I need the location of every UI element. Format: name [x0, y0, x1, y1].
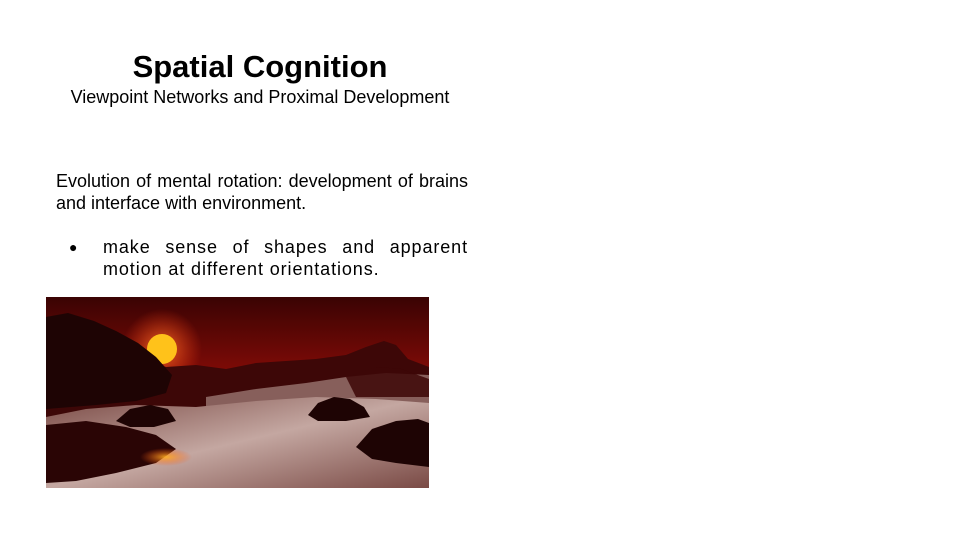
- body-text: [56, 170, 468, 280]
- bullet-item: [56, 236, 468, 280]
- title-block: [40, 48, 480, 108]
- bullet-text: make sense of shapes and apparent motion at different orientations.: [103, 237, 468, 279]
- slide-subtitle: Viewpoint Networks and Proximal Development: [70, 87, 450, 107]
- lava-reflection: [140, 448, 192, 466]
- bullet-list: [56, 236, 468, 280]
- body-paragraph: Evolution of mental rotation: development of brains and interface with environment.: [56, 171, 468, 213]
- landscape-image: [46, 297, 429, 488]
- bullet-icon: ●: [69, 239, 79, 255]
- slide-title: Spatial Cognition: [132, 49, 388, 84]
